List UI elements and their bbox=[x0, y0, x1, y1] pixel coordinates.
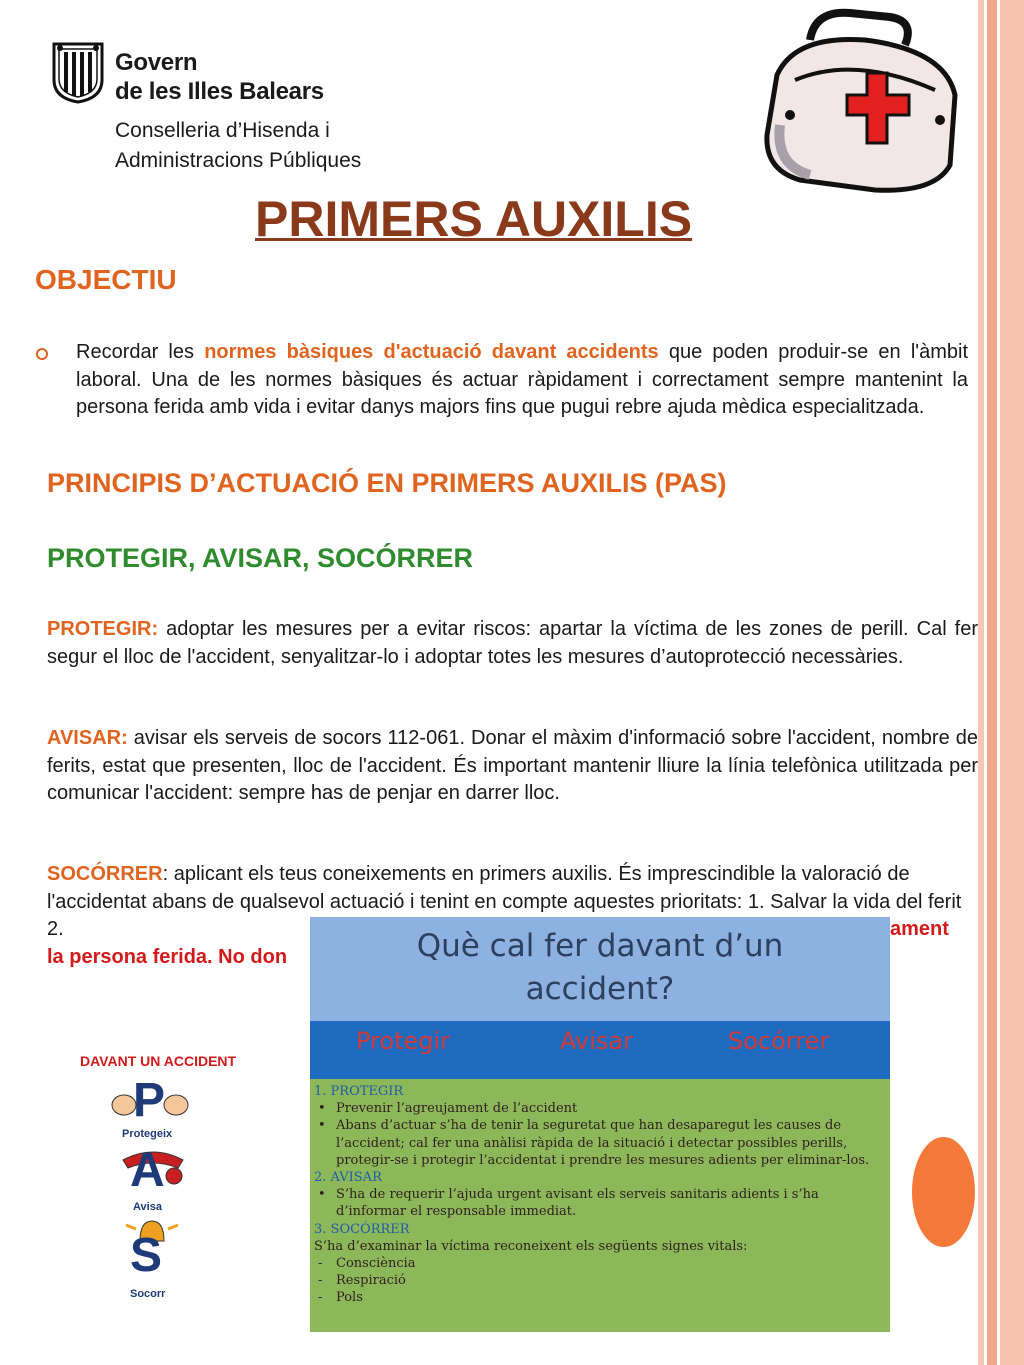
panel-vital-sign: - Respiració bbox=[318, 1273, 406, 1289]
socorrer-paragraph: SOCÓRRER: aplicant els teus coneixements en primers auxilis. És imprescindible la valoració de l'accidentat abans de qualsevol actuació i tenint en compte aquestes prioritats: 1. Salvar la vida del ferit 2. bbox=[47, 863, 962, 940]
side-stripe bbox=[987, 0, 997, 1365]
panel-bullet: • S’ha de requerir l’ajuda urgent avisant els serveis sanitaris adients i s’ha d’informar el responsable immediat. bbox=[318, 1187, 819, 1220]
pas-letter-p: P bbox=[133, 1074, 166, 1127]
objectiu-text: Recordar les normes bàsiques d'actuació davant accidents que poden produir-se en l'àmbit laboral. Una de les normes bàsiques és actuar ràpidament i correctament sempre mantenint la persona ferida amb vida i evitar danys majors fins que pugui rebre ajuda mèdica especialitzada. bbox=[76, 341, 969, 418]
panel-title: Què cal fer davant d’un accident? bbox=[416, 928, 784, 1007]
side-stripe bbox=[1000, 0, 1024, 1365]
pas-graphic bbox=[60, 1043, 240, 1308]
government-name: Govern de les Illes Balears bbox=[115, 49, 324, 105]
avisar-paragraph: AVISAR: avisar els serveis de socors 112-061. Donar el màxim d'informació sobre l'accident, nombre de ferits, estat que presenten, lloc de l'accident. És important mantenir lliure la línia telefònica utilitzada per comunicar l'accident: sempre has de penjar en darrer lloc. bbox=[47, 727, 978, 804]
panel-bullet: • Prevenir l’agreujament de l’accident bbox=[318, 1101, 578, 1117]
panel-section-socorrer: 3. SOCÓRRER bbox=[314, 1221, 410, 1237]
panel-bullet: • Abans d’actuar s’ha de tenir la seguretat que han desaparegut les causes de l’accident; cal fer una anàlisi ràpida de la situació i detectar possibles perills, protegir-se i protegir l’accidentat i prendre les mesures adients per eliminar-los. bbox=[318, 1118, 870, 1168]
pas-caption-avisa: Avisa bbox=[133, 1201, 162, 1213]
pas-graphic-title: DAVANT UN ACCIDENT bbox=[80, 1053, 237, 1069]
panel-vital-sign: - Consciència bbox=[318, 1256, 416, 1272]
pas-caption-socorr: Socorr bbox=[130, 1288, 166, 1300]
principis-heading: PRINCIPIS D’ACTUACIÓ EN PRIMERS AUXILIS (PAS) bbox=[47, 468, 727, 498]
panel-socorrer-intro: S’ha d’examinar la víctima reconeixent els següents signes vitals: bbox=[314, 1238, 748, 1254]
tab-socorrer: Socórrer bbox=[728, 1027, 830, 1055]
decorative-oval bbox=[912, 1137, 975, 1247]
bullet-icon bbox=[36, 348, 48, 360]
pas-letter-a: A bbox=[130, 1144, 165, 1197]
first-aid-kit-icon bbox=[755, 5, 970, 200]
objectiu-heading: OBJECTIU bbox=[35, 264, 177, 295]
panel-vital-sign: - Pols bbox=[318, 1290, 363, 1306]
panel-tabs bbox=[310, 1021, 890, 1079]
panel-section-avisar: 2. AVISAR bbox=[314, 1170, 382, 1186]
tab-protegir: Protegir bbox=[356, 1027, 451, 1055]
panel-header bbox=[310, 917, 890, 1021]
panel-section-protegir: 1. PROTEGIR bbox=[314, 1084, 404, 1099]
pas-letter-s: S bbox=[130, 1229, 163, 1282]
principis-subheading: PROTEGIR, AVISAR, SOCÓRRER bbox=[47, 543, 474, 573]
tab-avisar: Avisar bbox=[560, 1027, 633, 1055]
socorrer-red-text: la persona ferida. No don bbox=[47, 946, 288, 968]
accident-panel bbox=[310, 917, 890, 1332]
panel-body bbox=[310, 1079, 890, 1332]
protegir-paragraph: PROTEGIR: adoptar les mesures per a evitar riscos: apartar la víctima de les zones de perill. Cal fer segur el lloc de l'accident, senyalitzar-lo i adoptar totes les mesures d’autoprotecció necessàries. bbox=[47, 618, 978, 668]
page-title: PRIMERS AUXILIS bbox=[255, 191, 693, 247]
conselleria-name: Conselleria d’Hisenda i Administracions Públiques bbox=[115, 119, 362, 172]
side-stripe bbox=[978, 0, 984, 1365]
govern-logo-icon bbox=[50, 40, 106, 104]
socorrer-red-text-end: ament bbox=[890, 918, 949, 940]
pas-caption-protegeix: Protegeix bbox=[122, 1128, 173, 1140]
